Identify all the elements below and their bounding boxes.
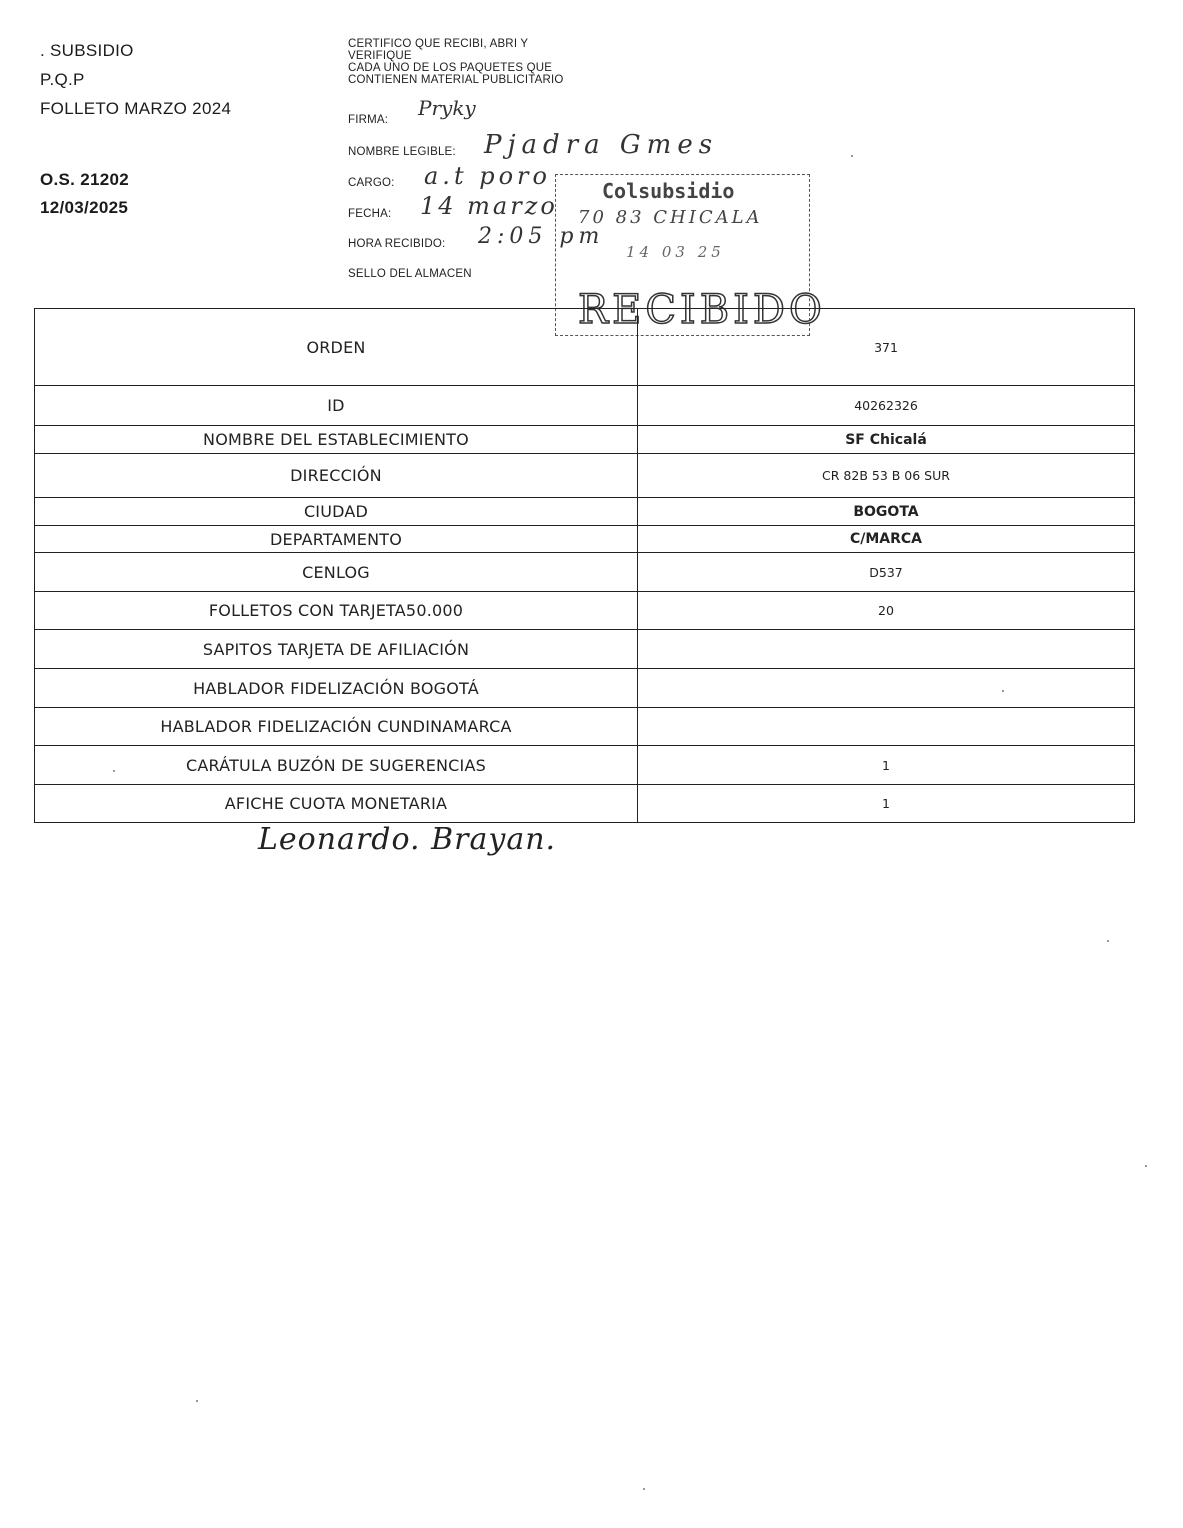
- row-value: D537: [638, 553, 1135, 592]
- dept-code: P.Q.P: [40, 70, 85, 89]
- table-row: [35, 708, 1135, 746]
- stamp-received: RECIBIDO: [578, 287, 826, 333]
- row-value: [638, 708, 1135, 746]
- handwritten-signature: Leonardo. Brayan.: [258, 822, 557, 857]
- row-value: CR 82B 53 B 06 SUR: [638, 454, 1135, 498]
- row-label: ID: [35, 386, 638, 426]
- row-label: NOMBRE DEL ESTABLECIMIENTO: [35, 426, 638, 454]
- org-name: . SUBSIDIO: [40, 41, 134, 60]
- brochure-title: FOLLETO MARZO 2024: [40, 99, 232, 118]
- header-block: [40, 36, 232, 217]
- table-row: [35, 746, 1135, 785]
- row-value: BOGOTA: [638, 498, 1135, 526]
- row-value: 1: [638, 746, 1135, 785]
- scan-speck: [113, 770, 115, 772]
- cert-line: VERIFIQUE: [348, 50, 412, 62]
- row-label: CENLOG: [35, 553, 638, 592]
- table-row: [35, 426, 1135, 454]
- scan-speck: [1145, 1165, 1147, 1167]
- order-info: [40, 166, 129, 222]
- hora-value: 2:05 pm: [478, 224, 605, 249]
- table-row: [35, 669, 1135, 708]
- sello-label: SELLO DEL ALMACEN: [348, 268, 472, 280]
- table-row: [35, 386, 1135, 426]
- firma-signature: Pryky: [418, 96, 476, 120]
- fecha-value: 14 marzo: [420, 192, 558, 220]
- row-value: [638, 630, 1135, 669]
- row-label: HABLADOR FIDELIZACIÓN CUNDINAMARCA: [35, 708, 638, 746]
- row-label: FOLLETOS CON TARJETA50.000: [35, 592, 638, 630]
- row-value: 20: [638, 592, 1135, 630]
- table-row: [35, 592, 1135, 630]
- row-label: CARÁTULA BUZÓN DE SUGERENCIAS: [35, 746, 638, 785]
- hora-label: HORA RECIBIDO:: [348, 238, 446, 250]
- table-row: [35, 309, 1135, 386]
- row-label: ORDEN: [35, 309, 638, 386]
- table-row: [35, 498, 1135, 526]
- cargo-label: CARGO:: [348, 177, 395, 189]
- scan-speck: [1107, 940, 1109, 942]
- order-date: 12/03/2025: [40, 198, 129, 217]
- row-label: SAPITOS TARJETA DE AFILIACIÓN: [35, 630, 638, 669]
- row-value: 1: [638, 785, 1135, 823]
- table-row: [35, 630, 1135, 669]
- row-label: AFICHE CUOTA MONETARIA: [35, 785, 638, 823]
- table-row: [35, 526, 1135, 553]
- scan-speck: [643, 1488, 645, 1490]
- firma-label: FIRMA:: [348, 114, 389, 126]
- scan-speck: [196, 1400, 198, 1402]
- row-value: [638, 669, 1135, 708]
- table-row: [35, 553, 1135, 592]
- row-label: HABLADOR FIDELIZACIÓN BOGOTÁ: [35, 669, 638, 708]
- row-value: 40262326: [638, 386, 1135, 426]
- cert-line: CERTIFICO QUE RECIBI, ABRI Y: [348, 38, 529, 50]
- cargo-value: a.t poro: [424, 162, 551, 190]
- nombre-value: Pjadra Gmes: [484, 130, 719, 160]
- stamp-date: 14 03 25: [626, 243, 725, 261]
- scan-speck: [1002, 690, 1004, 692]
- order-table: [34, 308, 1135, 823]
- stamp-company: Colsubsidio: [602, 179, 735, 203]
- fecha-label: FECHA:: [348, 208, 392, 220]
- table-row: [35, 454, 1135, 498]
- order-service-number: O.S. 21202: [40, 170, 130, 189]
- cert-line: CONTIENEN MATERIAL PUBLICITARIO: [348, 74, 564, 86]
- stamp-store: 70 83 CHICALA: [578, 207, 763, 228]
- row-label: DIRECCIÓN: [35, 454, 638, 498]
- nombre-label: NOMBRE LEGIBLE:: [348, 146, 456, 158]
- row-label: DEPARTAMENTO: [35, 526, 638, 553]
- row-value: SF Chicalá: [638, 426, 1135, 454]
- row-value: 371: [638, 309, 1135, 386]
- table-row: [35, 785, 1135, 823]
- cert-line: CADA UNO DE LOS PAQUETES QUE: [348, 62, 553, 74]
- row-value: C/MARCA: [638, 526, 1135, 553]
- row-label: CIUDAD: [35, 498, 638, 526]
- certification-text: [348, 38, 564, 86]
- scan-speck: [851, 155, 853, 157]
